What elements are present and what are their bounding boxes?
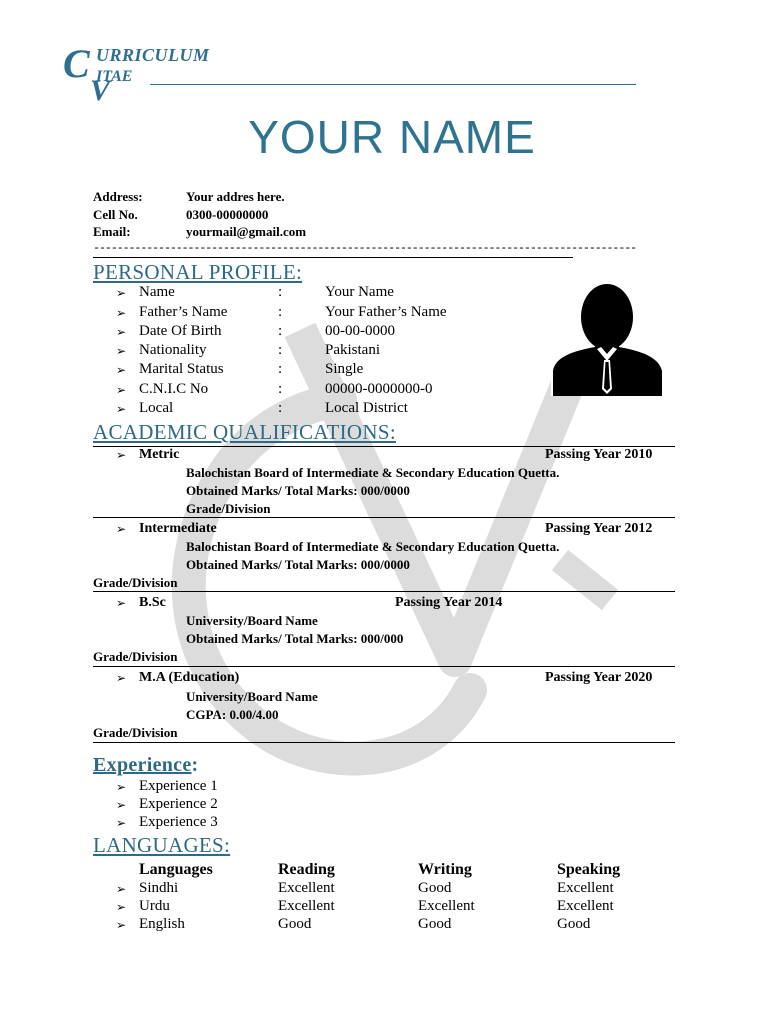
languages-cell: English: [139, 916, 185, 932]
logo-rule: [150, 84, 636, 85]
grade-metric: Grade/Division: [186, 501, 271, 516]
bullet-arrow-icon: ➢: [116, 882, 127, 896]
languages-cell: Good: [418, 916, 452, 932]
academic-rule-1: [93, 517, 675, 518]
grade-bsc: Grade/Division: [93, 649, 178, 664]
bullet-arrow-icon: ➢: [116, 780, 127, 794]
contact-value-email: yourmail@gmail.com: [186, 224, 307, 239]
experience-item: Experience 3: [139, 814, 218, 830]
profile-separator: :: [278, 323, 283, 339]
year-metric: Passing Year 2010: [545, 447, 653, 462]
profile-separator: :: [278, 304, 283, 320]
logo-letter-v: V: [90, 74, 111, 107]
grade-ma: Grade/Division: [93, 725, 178, 740]
profile-value: Your Name: [325, 284, 394, 300]
profile-separator: :: [278, 284, 283, 300]
personal-profile-heading: PERSONAL PROFILE:: [93, 260, 303, 284]
profile-label: Local: [139, 400, 174, 416]
academic-rule-3: [93, 666, 675, 667]
languages-cell: Good: [557, 916, 591, 932]
experience-heading-wrap: [93, 755, 198, 775]
languages-heading: LANGUAGES:: [93, 833, 231, 857]
languages-column-header: Writing: [418, 861, 472, 878]
year-intermediate: Passing Year 2012: [545, 521, 653, 536]
profile-label: Name: [139, 284, 175, 300]
contact-value-address: Your addres here.: [186, 189, 285, 204]
degree-ma: M.A (Education): [139, 670, 240, 685]
contact-rule: [93, 257, 573, 258]
profile-value: Your Father’s Name: [325, 304, 447, 320]
profile-separator: :: [278, 400, 283, 416]
academic-heading: ACADEMIC QUALIFICATIONS:: [93, 420, 396, 444]
profile-photo-placeholder: [551, 281, 664, 396]
marks-intermediate: Obtained Marks/ Total Marks: 000/0000: [186, 557, 410, 572]
bullet-arrow-icon: ➢: [116, 383, 127, 397]
bullet-arrow-icon: ➢: [116, 671, 127, 685]
bullet-arrow-icon: ➢: [116, 344, 127, 358]
profile-value: Single: [325, 361, 364, 377]
bullet-arrow-icon: ➢: [116, 918, 127, 932]
bullet-arrow-icon: ➢: [116, 325, 127, 339]
bullet-arrow-icon: ➢: [116, 596, 127, 610]
contact-value-cell: 0300-00000000: [186, 207, 269, 222]
bullet-arrow-icon: ➢: [116, 522, 127, 536]
languages-cell: Urdu: [139, 898, 170, 914]
bullet-arrow-icon: ➢: [116, 900, 127, 914]
bullet-arrow-icon: ➢: [116, 306, 127, 320]
bullet-arrow-icon: ➢: [116, 286, 127, 300]
languages-column-header: Languages: [139, 861, 213, 878]
languages-cell: Excellent: [278, 898, 335, 914]
profile-separator: :: [278, 381, 283, 397]
languages-column-header: Reading: [278, 861, 335, 878]
languages-cell: Excellent: [557, 880, 614, 896]
board-metric: Balochistan Board of Intermediate & Secondary Education Quetta.: [186, 465, 560, 480]
profile-value: 00000-0000000-0: [325, 381, 433, 397]
degree-bsc: B.Sc: [139, 595, 166, 610]
profile-value: Pakistani: [325, 342, 380, 358]
profile-separator: :: [278, 361, 283, 377]
board-bsc: University/Board Name: [186, 613, 318, 628]
experience-item: Experience 2: [139, 796, 218, 812]
languages-cell: Good: [418, 880, 452, 896]
contact-label-email: Email:: [93, 224, 131, 239]
profile-label: Father’s Name: [139, 304, 228, 320]
profile-label: Date Of Birth: [139, 323, 222, 339]
watermark-c-shape: [189, 400, 470, 759]
academic-rule-4: [93, 742, 675, 743]
languages-cell: Good: [278, 916, 312, 932]
year-bsc: Passing Year 2014: [395, 595, 503, 610]
profile-value: Local District: [325, 400, 408, 416]
experience-colon: :: [191, 754, 199, 776]
year-ma: Passing Year 2020: [545, 670, 653, 685]
degree-intermediate: Intermediate: [139, 521, 217, 536]
marks-ma: CGPA: 0.00/4.00: [186, 707, 279, 722]
experience-item: Experience 1: [139, 778, 218, 794]
languages-cell: Excellent: [557, 898, 614, 914]
page-title: YOUR NAME: [248, 111, 536, 163]
contact-label-cell: Cell No.: [93, 207, 138, 222]
dashed-divider: --------------------------------------------------------------------------------------------: [93, 241, 636, 255]
profile-separator: :: [278, 342, 283, 358]
board-intermediate: Balochistan Board of Intermediate & Secondary Education Quetta.: [186, 539, 560, 554]
logo-text-itae: ITAE: [96, 68, 133, 85]
profile-value: 00-00-0000: [325, 323, 395, 339]
profile-label: Nationality: [139, 342, 207, 358]
bullet-arrow-icon: ➢: [116, 816, 127, 830]
languages-cell: Excellent: [278, 880, 335, 896]
experience-heading: Experience: [93, 754, 192, 776]
logo-letter-c: C: [63, 41, 90, 86]
marks-metric: Obtained Marks/ Total Marks: 000/0000: [186, 483, 410, 498]
profile-label: C.N.I.C No: [139, 381, 209, 397]
logo-text-urriculum: URRICULUM: [96, 45, 210, 65]
bullet-arrow-icon: ➢: [116, 798, 127, 812]
profile-label: Marital Status: [139, 361, 224, 377]
languages-column-header: Speaking: [557, 861, 621, 878]
grade-intermediate: Grade/Division: [93, 575, 178, 590]
marks-bsc: Obtained Marks/ Total Marks: 000/000: [186, 631, 404, 646]
contact-label-address: Address:: [93, 189, 143, 204]
bullet-arrow-icon: ➢: [116, 402, 127, 416]
degree-metric: Metric: [139, 447, 180, 462]
board-ma: University/Board Name: [186, 689, 318, 704]
bullet-arrow-icon: ➢: [116, 448, 127, 462]
academic-rule-2: [93, 591, 675, 592]
bullet-arrow-icon: ➢: [116, 363, 127, 377]
languages-cell: Excellent: [418, 898, 475, 914]
languages-cell: Sindhi: [139, 880, 179, 896]
